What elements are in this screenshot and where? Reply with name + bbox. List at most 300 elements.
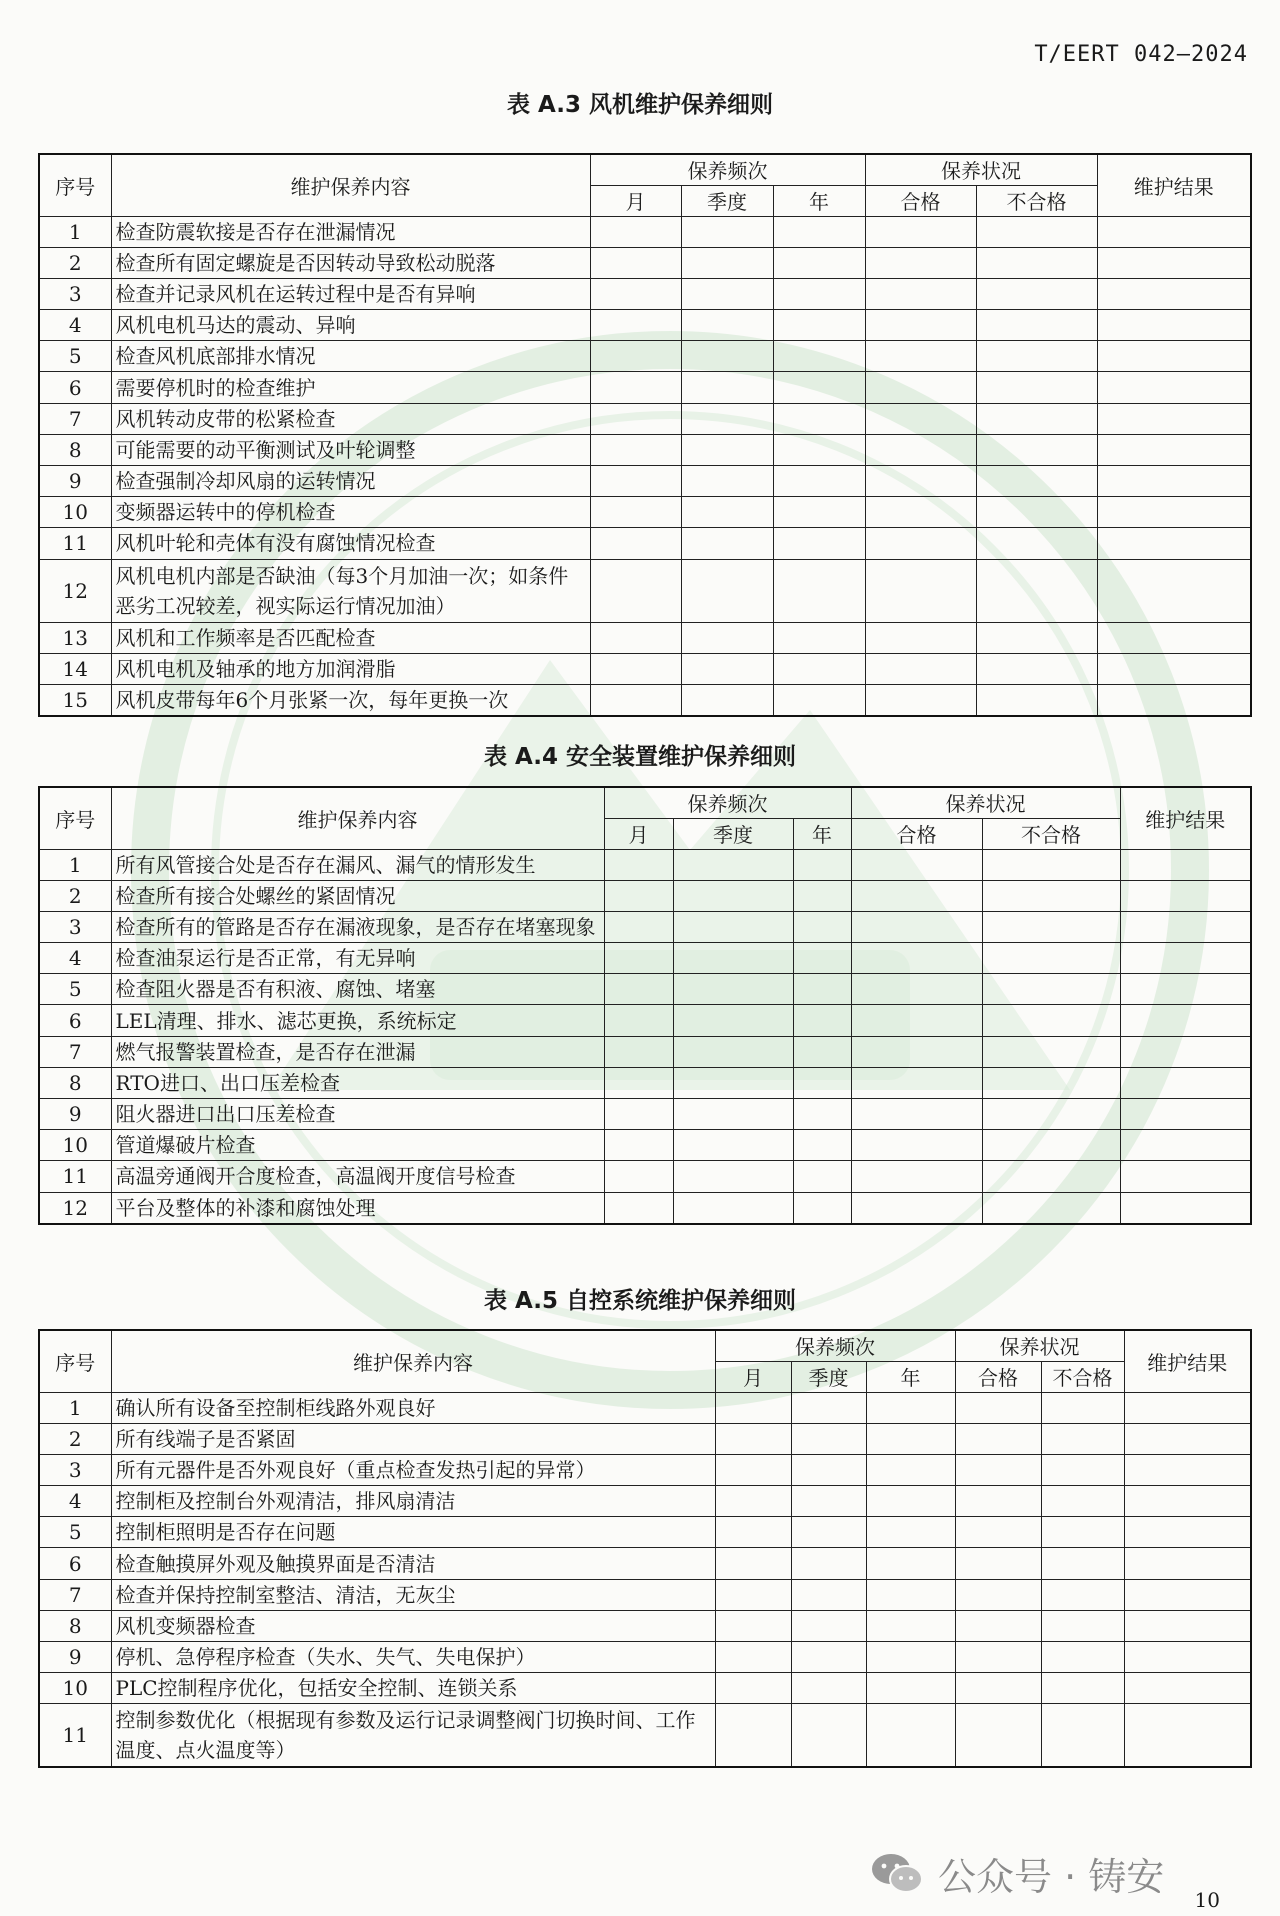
pass-cell[interactable] [865,310,976,341]
result-cell[interactable] [1124,1423,1251,1454]
result-cell[interactable] [1097,559,1251,622]
fail-cell[interactable] [976,653,1097,684]
fail-cell[interactable] [982,911,1120,942]
result-cell[interactable] [1097,434,1251,465]
year-cell[interactable] [866,1610,955,1641]
result-cell[interactable] [1097,497,1251,528]
quarter-cell[interactable] [673,880,793,911]
quarter-cell[interactable] [681,622,773,653]
fail-cell[interactable] [976,341,1097,372]
fail-cell[interactable] [976,434,1097,465]
quarter-cell[interactable] [791,1423,866,1454]
result-cell[interactable] [1120,1192,1251,1224]
year-cell[interactable] [793,1099,851,1130]
col-header-no: 序号 [39,154,111,216]
year-cell[interactable] [866,1392,955,1423]
year-cell[interactable] [866,1423,955,1454]
month-cell[interactable] [590,466,681,497]
fail-cell[interactable] [1041,1517,1124,1548]
quarter-cell[interactable] [791,1454,866,1485]
fail-cell[interactable] [976,247,1097,278]
table-row [39,1610,1251,1641]
result-cell[interactable] [1097,247,1251,278]
col-header-no: 序号 [39,787,111,849]
month-cell[interactable] [590,622,681,653]
year-cell[interactable] [773,434,865,465]
pass-cell[interactable] [851,1192,982,1224]
month-cell[interactable] [715,1392,791,1423]
fail-cell[interactable] [982,1067,1120,1098]
fail-cell[interactable] [1041,1423,1124,1454]
pass-cell[interactable] [865,622,976,653]
year-cell[interactable] [793,880,851,911]
pass-cell[interactable] [851,1099,982,1130]
table-row [39,559,1251,622]
month-cell[interactable] [715,1704,791,1767]
result-cell[interactable] [1097,528,1251,559]
result-cell[interactable] [1124,1517,1251,1548]
fail-cell[interactable] [982,1130,1120,1161]
table-row [39,247,1251,278]
fail-cell[interactable] [976,403,1097,434]
pass-cell[interactable] [851,849,982,880]
fail-cell[interactable] [1041,1392,1124,1423]
table-a3-body [39,216,1251,716]
result-cell[interactable] [1097,341,1251,372]
pass-cell[interactable] [865,528,976,559]
row-content: 控制柜及控制台外观清洁，排风扇清洁 [111,1486,715,1517]
pass-cell[interactable] [955,1673,1041,1704]
result-cell[interactable] [1120,1067,1251,1098]
standard-code: T/EERT 042—2024 [1034,42,1248,67]
result-cell[interactable] [1124,1579,1251,1610]
pass-cell[interactable] [851,1161,982,1192]
row-number: 1 [39,216,111,247]
result-cell[interactable] [1120,1161,1251,1192]
pass-cell[interactable] [865,341,976,372]
result-cell[interactable] [1097,278,1251,309]
result-cell[interactable] [1124,1486,1251,1517]
year-cell[interactable] [773,310,865,341]
col-header-status: 保养状况 [955,1330,1124,1361]
row-number: 8 [39,1067,111,1098]
col-header-content: 维护保养内容 [111,787,604,849]
fail-cell[interactable] [982,1192,1120,1224]
month-cell[interactable] [715,1486,791,1517]
year-cell[interactable] [793,1005,851,1036]
quarter-cell[interactable] [681,403,773,434]
pass-cell[interactable] [865,403,976,434]
quarter-cell[interactable] [791,1517,866,1548]
fail-cell[interactable] [976,216,1097,247]
pass-cell[interactable] [865,278,976,309]
pass-cell[interactable] [955,1610,1041,1641]
fail-cell[interactable] [1041,1642,1124,1673]
table-row [39,1673,1251,1704]
month-cell[interactable] [604,943,673,974]
pass-cell[interactable] [955,1486,1041,1517]
year-cell[interactable] [866,1454,955,1485]
fail-cell[interactable] [976,559,1097,622]
result-cell[interactable] [1097,310,1251,341]
result-cell[interactable] [1120,1099,1251,1130]
fail-cell[interactable] [982,1005,1120,1036]
quarter-cell[interactable] [681,247,773,278]
year-cell[interactable] [773,559,865,622]
row-number: 8 [39,1610,111,1641]
month-cell[interactable] [590,372,681,403]
year-cell[interactable] [773,372,865,403]
quarter-cell[interactable] [681,497,773,528]
fail-cell[interactable] [982,1036,1120,1067]
year-cell[interactable] [793,974,851,1005]
row-content: 风机电机及轴承的地方加润滑脂 [111,653,590,684]
pass-cell[interactable] [851,1067,982,1098]
year-cell[interactable] [773,466,865,497]
row-number: 9 [39,466,111,497]
year-cell[interactable] [793,849,851,880]
quarter-cell[interactable] [681,559,773,622]
row-content: 检查风机底部排水情况 [111,341,590,372]
quarter-cell[interactable] [673,1005,793,1036]
quarter-cell[interactable] [791,1548,866,1579]
year-cell[interactable] [866,1548,955,1579]
month-cell[interactable] [604,1067,673,1098]
row-content: 检查所有接合处螺丝的紧固情况 [111,880,604,911]
month-cell[interactable] [590,684,681,716]
pass-cell[interactable] [955,1704,1041,1767]
row-content: 检查并保持控制室整洁、清洁，无灰尘 [111,1579,715,1610]
row-number: 5 [39,341,111,372]
pass-cell[interactable] [865,684,976,716]
month-cell[interactable] [604,1130,673,1161]
fail-cell[interactable] [982,943,1120,974]
fail-cell[interactable] [976,528,1097,559]
row-content: 风机电机内部是否缺油（每3个月加油一次；如条件恶劣工况较差，视实际运行情况加油） [111,559,590,622]
month-cell[interactable] [715,1423,791,1454]
col-header-content: 维护保养内容 [111,1330,715,1392]
row-number: 12 [39,1192,111,1224]
month-cell[interactable] [715,1673,791,1704]
fail-cell[interactable] [1041,1548,1124,1579]
result-cell[interactable] [1124,1673,1251,1704]
month-cell[interactable] [715,1579,791,1610]
month-cell[interactable] [604,911,673,942]
fail-cell[interactable] [982,1099,1120,1130]
pass-cell[interactable] [955,1642,1041,1673]
fail-cell[interactable] [982,974,1120,1005]
month-cell[interactable] [590,310,681,341]
year-cell[interactable] [773,278,865,309]
row-number: 10 [39,1673,111,1704]
fail-cell[interactable] [976,310,1097,341]
page-number: 10 [1194,1888,1220,1912]
month-cell[interactable] [604,1161,673,1192]
table-a3-title: 表 A.3 风机维护保养细则 [507,92,773,118]
table-row [39,1192,1251,1224]
year-cell[interactable] [793,1036,851,1067]
pass-cell[interactable] [851,974,982,1005]
quarter-cell[interactable] [673,974,793,1005]
pass-cell[interactable] [955,1548,1041,1579]
year-cell[interactable] [793,911,851,942]
quarter-cell[interactable] [673,1036,793,1067]
quarter-cell[interactable] [673,1099,793,1130]
result-cell[interactable] [1124,1392,1251,1423]
row-number: 11 [39,528,111,559]
col-header-freq: 保养频次 [604,787,851,818]
month-cell[interactable] [604,1036,673,1067]
table-row [39,1517,1251,1548]
table-row [39,1486,1251,1517]
year-cell[interactable] [773,341,865,372]
row-content: 检查并记录风机在运转过程中是否有异响 [111,278,590,309]
col-header-year: 年 [866,1361,955,1392]
pass-cell[interactable] [851,880,982,911]
month-cell[interactable] [590,653,681,684]
result-cell[interactable] [1124,1704,1251,1767]
year-cell[interactable] [773,622,865,653]
quarter-cell[interactable] [681,341,773,372]
row-number: 1 [39,849,111,880]
row-number: 1 [39,1392,111,1423]
fail-cell[interactable] [1041,1704,1124,1767]
result-cell[interactable] [1120,1036,1251,1067]
fail-cell[interactable] [976,466,1097,497]
quarter-cell[interactable] [673,911,793,942]
year-cell[interactable] [866,1579,955,1610]
table-row [39,341,1251,372]
year-cell[interactable] [773,497,865,528]
pass-cell[interactable] [865,653,976,684]
month-cell[interactable] [715,1642,791,1673]
pass-cell[interactable] [851,1036,982,1067]
quarter-cell[interactable] [791,1610,866,1641]
result-cell[interactable] [1097,216,1251,247]
year-cell[interactable] [866,1517,955,1548]
year-cell[interactable] [773,247,865,278]
fail-cell[interactable] [1041,1673,1124,1704]
pass-cell[interactable] [955,1579,1041,1610]
result-cell[interactable] [1124,1610,1251,1641]
quarter-cell[interactable] [673,1130,793,1161]
pass-cell[interactable] [865,247,976,278]
row-content: 阻火器进口出口压差检查 [111,1099,604,1130]
row-number: 14 [39,653,111,684]
quarter-cell[interactable] [673,1192,793,1224]
col-header-pass: 合格 [851,818,982,849]
pass-cell[interactable] [955,1423,1041,1454]
fail-cell[interactable] [1041,1610,1124,1641]
year-cell[interactable] [866,1673,955,1704]
year-cell[interactable] [793,1067,851,1098]
pass-cell[interactable] [865,559,976,622]
quarter-cell[interactable] [791,1704,866,1767]
result-cell[interactable] [1097,403,1251,434]
month-cell[interactable] [590,403,681,434]
quarter-cell[interactable] [673,1067,793,1098]
quarter-cell[interactable] [791,1642,866,1673]
row-number: 4 [39,310,111,341]
pass-cell[interactable] [955,1454,1041,1485]
table-a5-title: 表 A.5 自控系统维护保养细则 [484,1288,796,1314]
row-content: 风机转动皮带的松紧检查 [111,403,590,434]
quarter-cell[interactable] [681,216,773,247]
year-cell[interactable] [866,1486,955,1517]
result-cell[interactable] [1120,911,1251,942]
year-cell[interactable] [773,528,865,559]
pass-cell[interactable] [955,1517,1041,1548]
year-cell[interactable] [793,943,851,974]
row-content: 检查防震软接是否存在泄漏情况 [111,216,590,247]
result-cell[interactable] [1120,849,1251,880]
row-content: 控制柜照明是否存在问题 [111,1517,715,1548]
result-cell[interactable] [1097,622,1251,653]
fail-cell[interactable] [1041,1486,1124,1517]
quarter-cell[interactable] [791,1579,866,1610]
quarter-cell[interactable] [791,1392,866,1423]
row-content: 需要停机时的检查维护 [111,372,590,403]
fail-cell[interactable] [982,849,1120,880]
col-header-pass: 合格 [865,185,976,216]
fail-cell[interactable] [976,497,1097,528]
wechat-label: 公众号 · 铸安 [938,1855,1165,1899]
quarter-cell[interactable] [681,372,773,403]
month-cell[interactable] [715,1454,791,1485]
row-content: 高温旁通阀开合度检查，高温阀开度信号检查 [111,1161,604,1192]
result-cell[interactable] [1120,880,1251,911]
result-cell[interactable] [1097,653,1251,684]
row-content: 确认所有设备至控制柜线路外观良好 [111,1392,715,1423]
month-cell[interactable] [590,559,681,622]
quarter-cell[interactable] [673,943,793,974]
result-cell[interactable] [1097,372,1251,403]
fail-cell[interactable] [1041,1454,1124,1485]
fail-cell[interactable] [982,1161,1120,1192]
quarter-cell[interactable] [791,1673,866,1704]
month-cell[interactable] [590,341,681,372]
month-cell[interactable] [715,1610,791,1641]
row-content: 平台及整体的补漆和腐蚀处理 [111,1192,604,1224]
row-content: 检查所有固定螺旋是否因转动导致松动脱落 [111,247,590,278]
pass-cell[interactable] [865,372,976,403]
fail-cell[interactable] [976,684,1097,716]
table-row [39,974,1251,1005]
row-content: 可能需要的动平衡测试及叶轮调整 [111,434,590,465]
quarter-cell[interactable] [681,434,773,465]
result-cell[interactable] [1124,1642,1251,1673]
row-content: 所有线端子是否紧固 [111,1423,715,1454]
table-a4-body [39,849,1251,1224]
quarter-cell[interactable] [681,466,773,497]
row-number: 2 [39,247,111,278]
quarter-cell[interactable] [681,278,773,309]
result-cell[interactable] [1097,466,1251,497]
pass-cell[interactable] [865,497,976,528]
fail-cell[interactable] [1041,1579,1124,1610]
month-cell[interactable] [590,528,681,559]
col-header-result: 维护结果 [1120,787,1251,849]
year-cell[interactable] [773,653,865,684]
row-content: 风机电机马达的震动、异响 [111,310,590,341]
year-cell[interactable] [793,1192,851,1224]
year-cell[interactable] [793,1161,851,1192]
row-content: 管道爆破片检查 [111,1130,604,1161]
table-row [39,1067,1251,1098]
row-content: 检查油泵运行是否正常，有无异响 [111,943,604,974]
fail-cell[interactable] [976,622,1097,653]
result-cell[interactable] [1124,1454,1251,1485]
year-cell[interactable] [773,216,865,247]
quarter-cell[interactable] [673,849,793,880]
col-header-quarter: 季度 [681,185,773,216]
month-cell[interactable] [604,880,673,911]
quarter-cell[interactable] [681,653,773,684]
quarter-cell[interactable] [791,1486,866,1517]
quarter-cell[interactable] [673,1161,793,1192]
col-header-fail: 不合格 [1041,1361,1124,1392]
table-row [39,880,1251,911]
month-cell[interactable] [590,278,681,309]
wechat-icon [870,1851,924,1897]
pass-cell[interactable] [851,1130,982,1161]
fail-cell[interactable] [976,278,1097,309]
pass-cell[interactable] [851,911,982,942]
table-row [39,684,1251,716]
quarter-cell[interactable] [681,684,773,716]
pass-cell[interactable] [865,466,976,497]
month-cell[interactable] [604,849,673,880]
quarter-cell[interactable] [681,310,773,341]
pass-cell[interactable] [865,216,976,247]
year-cell[interactable] [773,403,865,434]
table-row [39,310,1251,341]
year-cell[interactable] [793,1130,851,1161]
month-cell[interactable] [590,497,681,528]
fail-cell[interactable] [982,880,1120,911]
result-cell[interactable] [1124,1548,1251,1579]
month-cell[interactable] [604,1005,673,1036]
col-header-pass: 合格 [955,1361,1041,1392]
year-cell[interactable] [866,1642,955,1673]
month-cell[interactable] [590,247,681,278]
month-cell[interactable] [715,1548,791,1579]
row-content: 风机叶轮和壳体有没有腐蚀情况检查 [111,528,590,559]
row-content: 风机和工作频率是否匹配检查 [111,622,590,653]
month-cell[interactable] [604,974,673,1005]
result-cell[interactable] [1097,684,1251,716]
result-cell[interactable] [1120,974,1251,1005]
result-cell[interactable] [1120,943,1251,974]
month-cell[interactable] [590,434,681,465]
result-cell[interactable] [1120,1005,1251,1036]
table-row [39,653,1251,684]
pass-cell[interactable] [865,434,976,465]
month-cell[interactable] [604,1192,673,1224]
month-cell[interactable] [590,216,681,247]
month-cell[interactable] [604,1099,673,1130]
pass-cell[interactable] [851,1005,982,1036]
pass-cell[interactable] [851,943,982,974]
year-cell[interactable] [773,684,865,716]
month-cell[interactable] [715,1517,791,1548]
fail-cell[interactable] [976,372,1097,403]
quarter-cell[interactable] [681,528,773,559]
table-row [39,216,1251,247]
result-cell[interactable] [1120,1130,1251,1161]
pass-cell[interactable] [955,1392,1041,1423]
year-cell[interactable] [866,1704,955,1767]
